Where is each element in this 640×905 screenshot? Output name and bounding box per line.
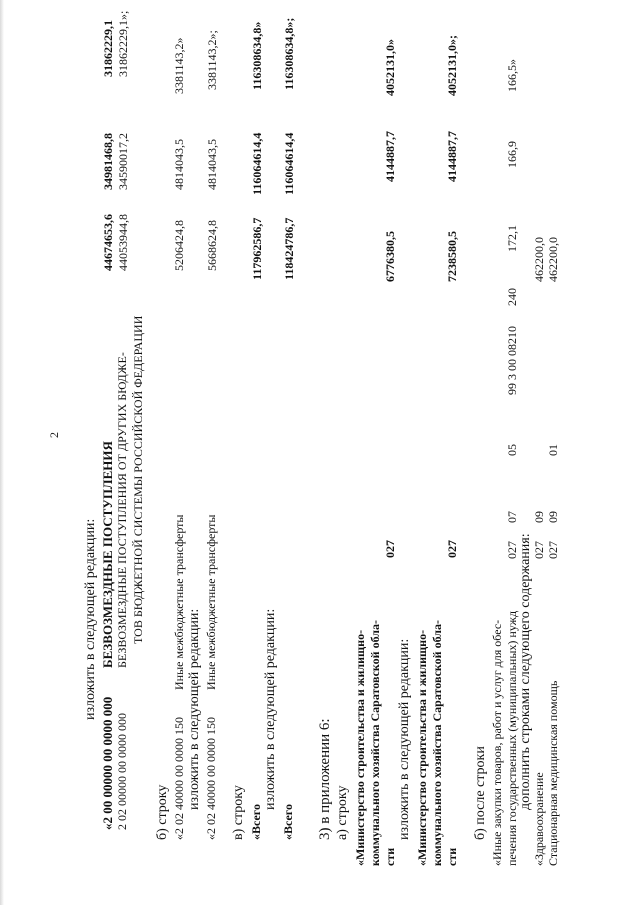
sec-3-row2-v1: 7238580,5 (445, 231, 459, 282)
sec-3b-row1-v3: 166,5» (505, 59, 519, 92)
sec-b-heading: б) строку (155, 784, 170, 840)
sec-3b-row2-v1: 462200,0 (532, 237, 546, 282)
sec-3b-row1-line1: «Иные закупки товаров, работ и услуг для обес- (490, 619, 504, 866)
sec-3b-row3-sub: 01 (546, 444, 560, 456)
sec-b-row2-v1: 5668624,8 (205, 220, 219, 271)
sec-c-row2-label: «Всего (281, 804, 295, 840)
sec-3-row2-line3: сти (445, 847, 459, 866)
sec-b-row1-code: «2 02 40000 00 0000 150 (172, 717, 186, 840)
sec-3-row1-v2: 4144887,7 (383, 131, 397, 182)
sec-b-intro: изложить в следующей редакции: (187, 608, 202, 810)
sec-3-row2-line2: коммунального хозяйства Саратовской обла- (430, 619, 444, 866)
sec-a-row1-v1: 44674653,6 (101, 214, 115, 271)
sec-b-row1-v3: 3381143,2» (172, 37, 186, 94)
sec-3b-row1-code: 027 (505, 541, 519, 559)
sec-a-row1-v2: 34981468,8 (101, 133, 115, 190)
sec-3b-row3-code: 027 (546, 541, 560, 559)
sec-b-row1-v1: 5206424,8 (172, 220, 186, 271)
sec-c-row2-v3: 116308634,8»; (282, 17, 296, 90)
sec-3b-row2-label: «Здравоохранение (532, 772, 546, 866)
sec-a-row2-title-line2: ТОВ БЮДЖЕТНОЙ СИСТЕМЫ РОССИЙСКОЙ ФЕДЕРАЦИИ (131, 315, 145, 644)
sec-3-sub-a: а) строку (335, 785, 350, 840)
sec-3-heading: 3) в приложении 6: (317, 718, 333, 840)
sec-b-row2-code: «2 02 40000 00 0000 150 (204, 717, 218, 840)
sec-3-row2-v3: 4052131,0»; (445, 35, 459, 96)
sec-b-row2-title: Иные межбюджетные трансферты (204, 514, 218, 690)
sec-3b-row1-sect: 07 (505, 511, 519, 523)
sec-3b-row3-sect: 09 (546, 511, 560, 523)
sec-3b-row3-label: Стационарная медицинская помощь (546, 680, 560, 866)
sec-c-row1-v3: 116308634,8» (250, 21, 264, 90)
sec-c-row1-v1: 117962586,7 (250, 217, 264, 280)
sec-c-intro: изложить в следующей редакции: (263, 608, 278, 810)
scan-edge-shadow (0, 0, 4, 905)
sec-3b-row1-v2: 166,9 (505, 141, 519, 168)
sec-a-row1-title: БЕЗВОЗМЕЗДНЫЕ ПОСТУПЛЕНИЯ (100, 441, 115, 668)
page-number: 2 (47, 432, 61, 438)
sec-3b-row1-target: 99 3 00 08210 (505, 326, 519, 395)
sec-c-row1-v2: 116064614,4 (250, 132, 264, 195)
sec-3-row1-v3: 4052131,0» (383, 39, 397, 96)
sec-a-row2-v2: 34590017,2 (116, 133, 130, 190)
sec-a-row2-code: 2 02 00000 00 0000 000 (115, 713, 129, 830)
sec-3b-row1-line2: печения государственных (муниципальных) нужд (505, 610, 519, 866)
sec-3b-row2-sect: 09 (532, 511, 546, 523)
sec-b-row2-v2: 4814043,5 (205, 139, 219, 190)
sec-3-row2-v2: 4144887,7 (445, 131, 459, 182)
sec-3b-row1-kind: 240 (505, 288, 519, 306)
sec-3-row1-code: 027 (383, 540, 397, 558)
sec-a-row1-v3: 31862229,1 (101, 20, 115, 77)
sec-c-row2-v2: 116064614,4 (282, 132, 296, 195)
sec-b-row1-v2: 4814043,5 (172, 139, 186, 190)
sec-3b-add-text: дополнить строками следующего содержания: (518, 533, 533, 810)
sec-3b-heading: б) после строки (473, 746, 488, 840)
sec-c-row2-v1: 118424786,7 (282, 217, 296, 280)
sec-a-row2-v1: 44053944,8 (116, 214, 130, 271)
sec-3-row1-line3: сти (383, 847, 397, 866)
sec-3b-row1-sub: 05 (505, 444, 519, 456)
sec-a-row2-title-line1: БЕЗВОЗМЕЗДНЫЕ ПОСТУПЛЕНИЯ ОТ ДРУГИХ БЮДЖЕ- (115, 352, 129, 668)
sec-a-row1-code: «2 00 00000 00 0000 000 (100, 696, 115, 830)
sec-3-row2-code: 027 (445, 540, 459, 558)
sec-3b-row1-v1: 172,1 (505, 225, 519, 252)
sec-b-row1-title: Иные межбюджетные трансферты (172, 514, 186, 690)
sec-a-intro: изложить в следующей редакции: (83, 518, 98, 720)
sec-3b-row2-code: 027 (532, 541, 546, 559)
sec-3-row1-line1: «Министерство строительства и жилищно- (353, 629, 367, 866)
sec-c-heading: в) строку (231, 785, 246, 840)
sec-c-row1-label: «Всего (249, 804, 263, 840)
sec-b-row2-v3: 3381143,2»; (205, 30, 219, 90)
sec-3b-row3-v1: 462200,0 (546, 237, 560, 282)
sec-3-row2-line1: «Министерство строительства и жилищно- (415, 629, 429, 866)
sec-3-row1-line2: коммунального хозяйства Саратовской обла- (368, 619, 382, 866)
sec-a-row2-v3: 31862229,1»; (116, 10, 130, 77)
sec-3-row1-v1: 6776380,5 (383, 231, 397, 282)
sec-3-intro: изложить в следующей редакции: (397, 638, 412, 840)
